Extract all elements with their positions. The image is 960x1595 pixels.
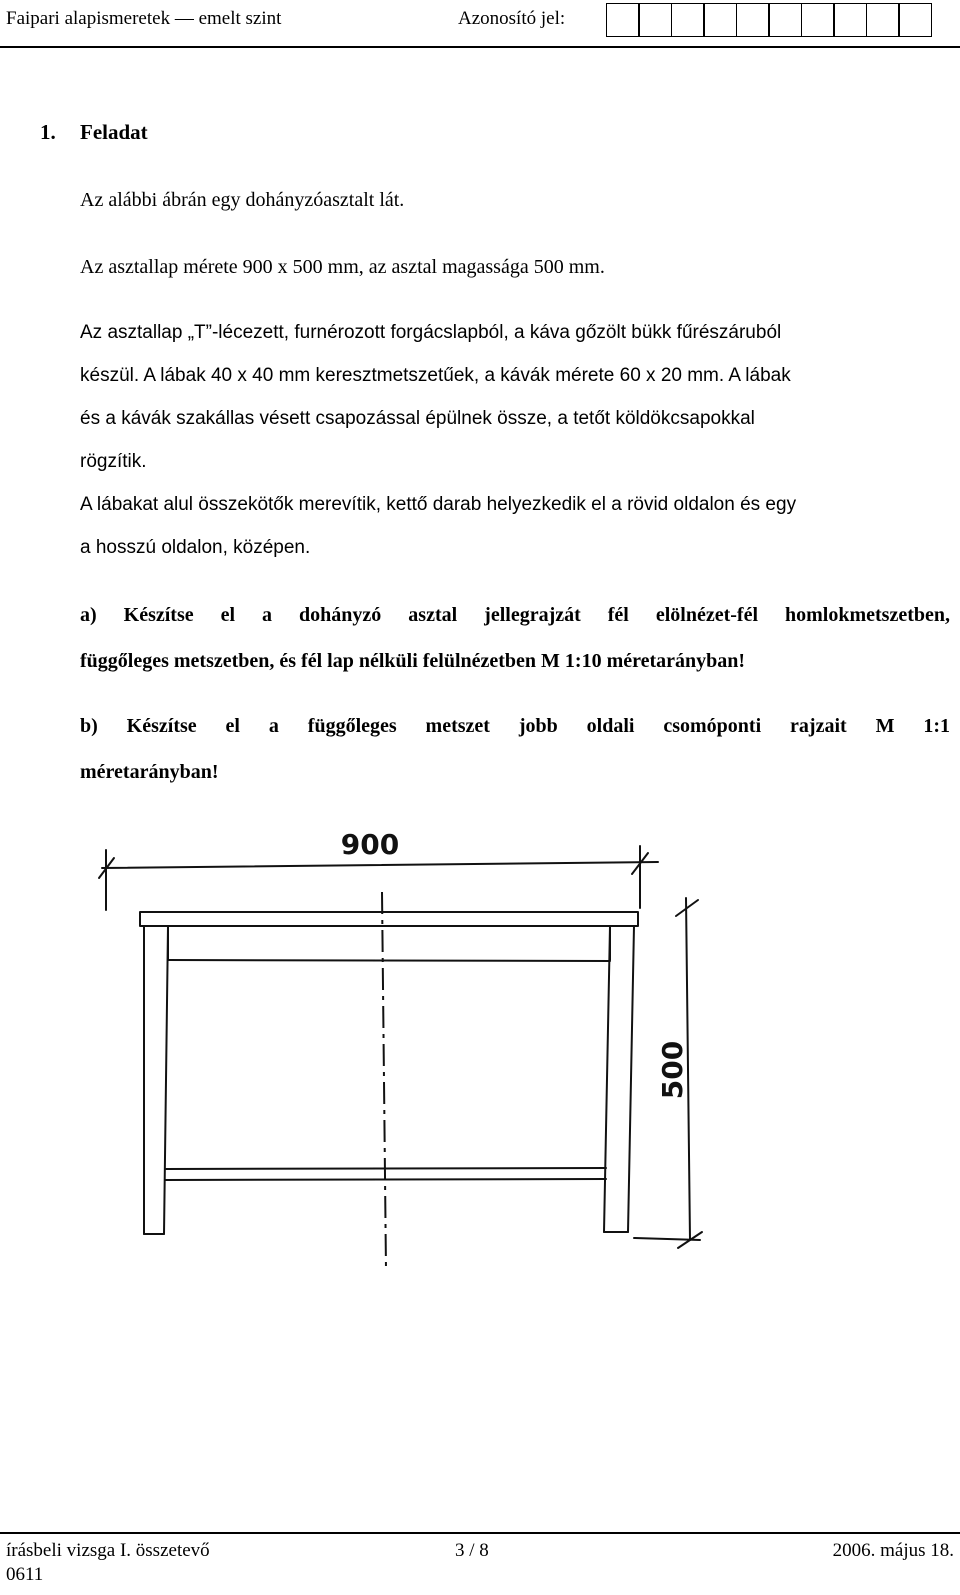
- exam-date: 2006. május 18.: [832, 1540, 954, 1561]
- body-line: A lábakat alul összekötők merevítik, kettő darab helyezkedik el a rövid oldalon és egy: [80, 494, 797, 515]
- width-label: 900: [340, 828, 400, 861]
- task-title: Feladat: [80, 120, 148, 144]
- right-leg-inner: [604, 926, 610, 1232]
- question-b-line: b) Készítse el a függőleges metszet jobb oldali csomóponti rajzait M 1:1: [80, 715, 950, 737]
- question-b: [80, 703, 950, 795]
- footer-code: 0611: [6, 1564, 44, 1585]
- body-line: készül. A lábak 40 x 40 mm keresztmetszetűek, a kávák mérete 60 x 20 mm. A lábak: [80, 365, 791, 386]
- body-line: a hosszú oldalon, középen.: [80, 537, 311, 558]
- stretcher-top: [166, 1168, 606, 1169]
- page-header: [0, 0, 960, 48]
- question-a-line: függőleges metszetben, és fél lap nélküli felülnézetben M 1:10 méretarányban!: [80, 650, 746, 672]
- width-dimension-line: [102, 862, 658, 868]
- left-leg-inner: [164, 926, 168, 1234]
- id-box[interactable]: [736, 3, 770, 37]
- footer-exam-part: írásbeli vizsga I. összetevő: [6, 1540, 210, 1561]
- body-line: rögzítik.: [80, 451, 147, 472]
- task-number: 1.: [40, 120, 56, 144]
- body-line: és a kávák szakállas vésett csapozással épülnek össze, a tetőt köldökcsapokkal: [80, 408, 755, 429]
- id-box[interactable]: [898, 3, 932, 37]
- id-box[interactable]: [833, 3, 867, 37]
- body-line: Az asztallap „T”-lécezett, furnérozott forgácslapból, a káva gőzölt bükk fűrészáruból: [80, 322, 782, 343]
- id-box[interactable]: [768, 3, 802, 37]
- page-footer: [0, 1532, 960, 1585]
- id-box[interactable]: [801, 3, 835, 37]
- task-heading: [40, 120, 148, 145]
- id-label: Azonosító jel:: [458, 8, 566, 29]
- id-box[interactable]: [703, 3, 737, 37]
- center-axis: [382, 892, 386, 1270]
- height-label: 500: [656, 1040, 689, 1100]
- question-b-line: méretarányban!: [80, 761, 219, 783]
- intro-paragraph: Az alábbi ábrán egy dohányzóasztalt lát.: [80, 189, 405, 211]
- id-box-row: [607, 3, 932, 37]
- id-box[interactable]: [866, 3, 900, 37]
- header-title: Faipari alapismeretek — emelt szint: [6, 8, 282, 29]
- question-a: [80, 592, 950, 684]
- table-drawing: [74, 820, 754, 1290]
- tabletop: [140, 912, 638, 926]
- id-box[interactable]: [671, 3, 705, 37]
- size-paragraph: Az asztallap mérete 900 x 500 mm, az asztal magassága 500 mm.: [80, 256, 605, 278]
- id-box[interactable]: [606, 3, 640, 37]
- right-leg-outer: [628, 926, 634, 1232]
- question-a-line: a) Készítse el a dohányzó asztal jellegrajzát fél elölnézet-fél homlokmetszetben,: [80, 604, 950, 626]
- apron-bottom: [168, 960, 610, 961]
- page-number: 3 / 8: [455, 1540, 489, 1561]
- id-box[interactable]: [638, 3, 672, 37]
